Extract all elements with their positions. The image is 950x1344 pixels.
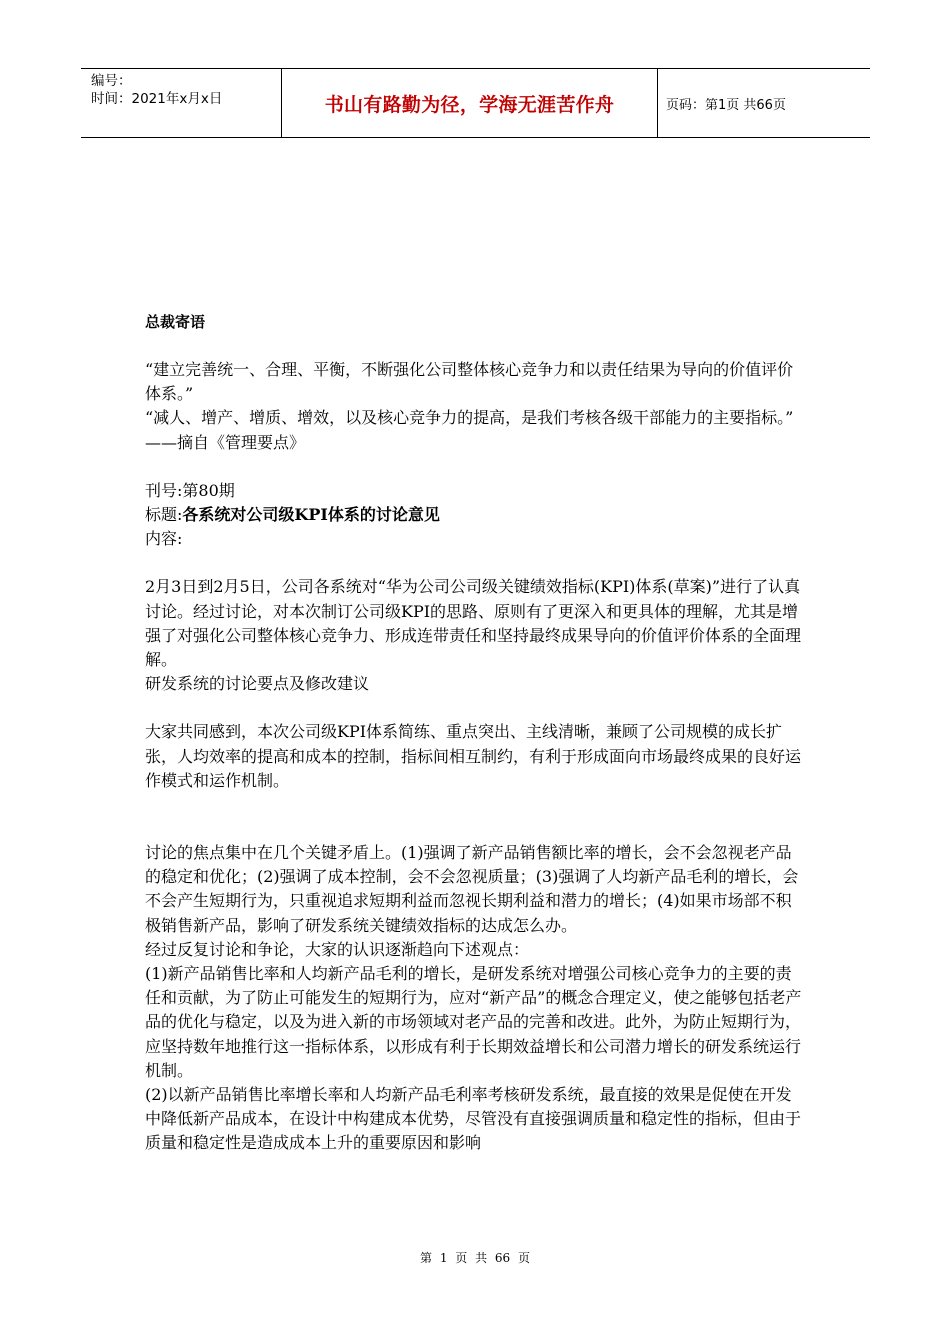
title-text: 各系统对公司级KPI体系的讨论意见 [182, 505, 440, 525]
page-footer: 第 1 页 共 66 页 [420, 1251, 530, 1265]
paragraph-6: (2)以新产品销售比率增长率和人均新产品毛利率考核研发系统，最直接的效果是促使在开发中降低新产品成本，在设计中构建成本优势，尽管没有直接强调质量和稳定性的指标，但由于质量和稳定性是造成成本上升的重要原因和影响 [145, 1085, 802, 1153]
issue-number: 刊号:第80期 [145, 480, 235, 500]
paragraph-1: 2月3日到2月5日，公司各系统对“华为公司公司级关键绩效指标(KPI)体系(草案)”进行了认真讨论。经过讨论，对本次制订公司级KPI的思路、原则有了更深入和更具体的理解，尤其是增强了对强化公司整体核心竞争力、形成连带责任和坚持最终成果导向的价值评价体系的全面理解。 [145, 577, 802, 670]
quote-2: “减人、增产、增质、增效，以及核心竞争力的提高，是我们考核各级干部能力的主要指标。” [145, 408, 794, 428]
paragraph-5: (1)新产品销售比率和人均新产品毛利的增长，是研发系统对增强公司核心竞争力的主要的责任和贡献，为了防止可能发生的短期行为，应对“新产品”的概念合理定义，使之能够包括老产品的优化与稳定，以及为进入新的市场领域对老产品的完善和改进。此外，为防止短期行为，应坚持数年地推行这一指标体系，以形成有利于长期效益增长和公司潜力增长的研发系统运行机制。 [145, 964, 802, 1080]
paragraph-4: 经过反复讨论和争论，大家的认识逐渐趋向下述观点： [145, 939, 530, 959]
article-title [145, 503, 807, 527]
title-label: 标题: [145, 505, 183, 525]
paragraph-2: 大家共同感到，本次公司级KPI体系简练、重点突出、主线清晰，兼顾了公司规模的成长扩张，人均效率的提高和成本的控制，指标间相互制约，有利于形成面向市场最终成果的良好运作模式和运作机制。 [145, 722, 802, 790]
header-page-code: 页码：第1页 共66页 [666, 97, 786, 113]
paragraph-3: 讨论的焦点集中在几个关键矛盾上。(1)强调了新产品销售额比率的增长，会不会忽视老产品的稳定和优化；(2)强调了成本控制，会不会忽视质量；(3)强调了人均新产品毛利的增长，会不会产生短期行为，只重视追求短期利益而忽视长期利益和潜力的增长；(4)如果市场部不积极销售新产品，影响了研发系统关键绩效指标的达成怎么办。 [145, 843, 799, 935]
content-label: 内容: [145, 529, 183, 549]
section-heading-rd: 研发系统的讨论要点及修改建议 [145, 674, 370, 694]
article-body [145, 310, 807, 1156]
number-label: 编号： [91, 73, 132, 89]
header-meta [81, 69, 282, 137]
date-label: 时间：2021年x月x日 [91, 91, 223, 107]
quote-1: “建立完善统一、合理、平衡，不断强化公司整体核心竞争力和以责任结果为导向的价值评价体系。” [145, 360, 794, 404]
page-header [81, 68, 870, 138]
quote-source: ——摘自《管理要点》 [145, 432, 306, 452]
header-motto: 书山有路勤为径，学海无涯苦作舟 [282, 69, 658, 137]
article-heading: 总裁寄语 [145, 313, 206, 331]
